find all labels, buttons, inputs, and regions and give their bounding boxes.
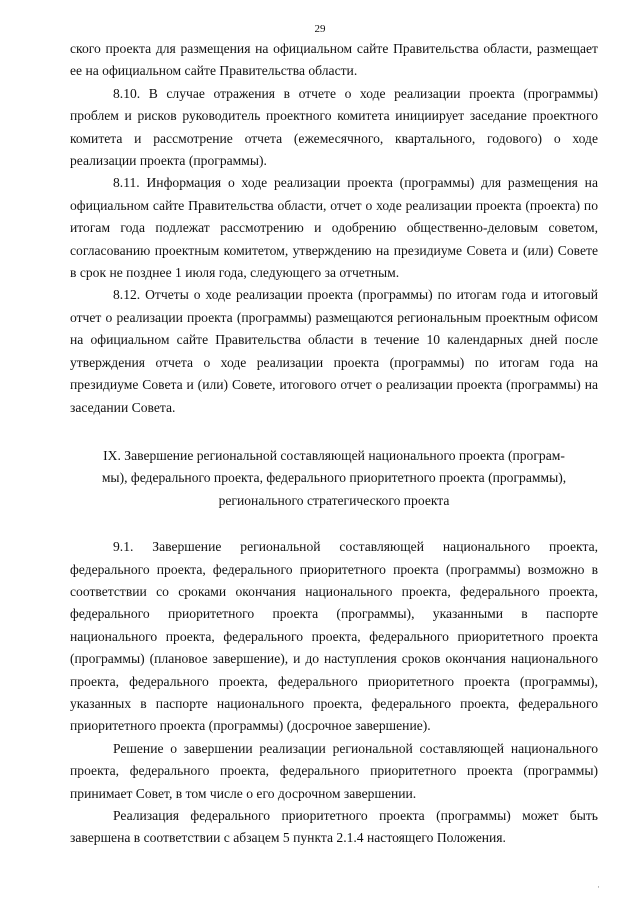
section-heading-ix: [70, 445, 598, 512]
paragraph-8-10: 8.10. В случае отражения в отчете о ходе реализации проекта (программы) проблем и рисков руководитель проектного комитета инициирует заседание проектного комитета и рассмотрение отчета (ежемесячного, квартального, годового) о ходе реализации проекта (программы).: [70, 85, 598, 169]
paragraph-federal-completion: Реализация федерального приоритетного проекта (программы) может быть завершена в соответствии с абзацем 5 пункта 2.1.4 настоящего Положения.: [70, 808, 598, 846]
paragraph-decision: Решение о завершении реализации региональной составляющей национального проекта, федерального проекта, федерального приоритетного проекта (программы) принимает Совет, в том числе о его досрочном завершении.: [70, 740, 598, 801]
paragraph-continuation: ского проекта для размещения на официальном сайте Правительства области, размещает ее на официальном сайте Правительства области.: [70, 41, 598, 79]
paragraph-9-1: 9.1. Завершение региональной составляющей национального проекта, федерального проекта, федерального приоритетного проекта (программы) возможно в соответствии со сроками окончания национального проекта, федерального проекта, федерального приоритетного проекта (программы), указанными в паспорте национального проекта, федерального проекта, федерального приоритетного проекта (программы) (плановое завершение), и до наступления сроков окончания национального проекта, федерального проекта, федерального приоритетного проекта (программы), указанных в паспорте национального проекта, федерального проекта, федерального приоритетного проекта (программы) (досрочное завершение).: [70, 539, 598, 734]
heading-line-2: мы), федерального проекта, федерального приоритетного проекта (программы),: [101, 470, 567, 486]
page-number: 29: [314, 23, 326, 35]
scan-mark: ·: [597, 882, 600, 892]
paragraph-8-11: 8.11. Информация о ходе реализации проекта (программы) для размещения на официальном сайте Правительства области, отчет о ходе реализации проекта (проекта) по итогам года подлежат рассмотрению и одобрению общественно-деловым советом, согласованию проектным комитетом, утверждению на президиуме Совета и (или) Совете в срок не позднее 1 июля года, следующего за отчетным.: [70, 175, 598, 281]
document-body: [70, 38, 598, 850]
paragraph-8-12: 8.12. Отчеты о ходе реализации проекта (программы) по итогам года и итоговый отчет о реализации проекта (программы) размещаются региональным проектным офисом на официальном сайте Правительства области в течение 10 календарных дней после утверждения отчета о ходе реализации проекта (программы) по итогам года на президиуме Совета и (или) Совете, итогового отчет о реализации проекта (программы) на заседании Совета.: [70, 287, 598, 415]
heading-line-3: регионального стратегического проекта: [218, 492, 450, 508]
heading-line-1: IX. Завершение региональной составляющей национального проекта (програм-: [103, 447, 565, 463]
